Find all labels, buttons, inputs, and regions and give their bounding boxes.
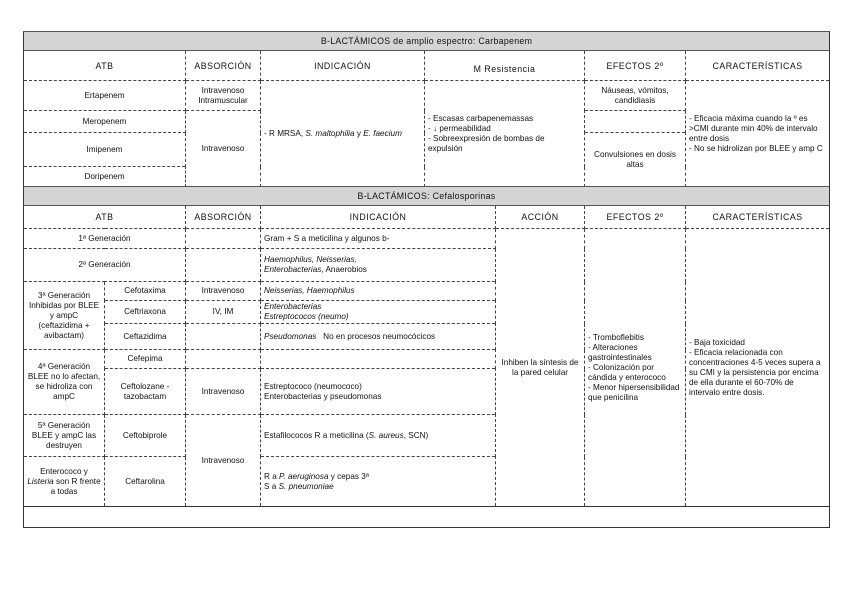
cefepima-indicacion [261,350,496,369]
efecto-item: - Alteraciones gastrointestinales [588,342,652,362]
gen1-indicacion: Gram + S a meticilina y algunos b- [261,229,496,249]
ceftazidima-indicacion [261,324,496,350]
drug-ceftarolina: Ceftarolina [105,457,186,507]
efecto-item: - Menor hipersensibilidad que penicilina [588,382,680,402]
gen2-anaerobios: , Anaerobios [321,265,367,274]
indicacion-text: - R MRSA, [264,128,306,138]
resistencia-item: - ↓ permeabilidad [428,123,491,133]
ceftarolina-text: R a [264,471,280,481]
gen4-label: 4ª Generación BLEE no lo afectan, se hidroliza con ampC [24,350,105,415]
ceftobiprole-indicacion [261,415,496,457]
drug-ertapenem: Ertapenem [24,81,186,111]
carbapenem-indicacion [261,81,425,187]
caracteristica-item: - Eficacia relacionada con concentraciones 4-5 veces supera a su CMI y la persistencia por encima de ella durante el 60-70% de intervalo entre dosis. [689,347,821,397]
resistencia-item: - Escasas carbapenemassas [428,113,534,123]
ceftarolina-indicacion [261,457,496,507]
ceftolozane-estreptococo: Estreptococo (neumococo) [264,381,362,391]
header-indicacion: INDICACIÓN [261,51,425,81]
efectos-empty [585,111,686,133]
ceftobiprole-organism: S. aureus [368,430,404,440]
listeria-text: Listeria [27,476,54,486]
header-absorcion: ABSORCIÓN [186,51,261,81]
gen2-indicacion [261,249,496,282]
gen1-label: 1ª Generación [24,229,186,249]
ceftarolina-text-2: S a [264,481,279,491]
drug-doripenem: Doripenem [24,167,186,187]
efectos-nauseas: Náuseas, vómitos, candidiasis [585,81,686,111]
carbapenem-resistencia [425,81,585,187]
header-efectos: EFECTOS 2º [585,206,686,229]
cefa-accion: Inhiben la síntesis de la pared celular [496,229,585,507]
enterococo-note [24,457,105,507]
efectos-convulsiones: Convulsiones en dosis altas [585,133,686,187]
gen2-enterobacterias: Enterobacterias [264,265,322,274]
ceftolozane-indicacion [261,369,496,415]
header-absorcion: ABSORCIÓN [186,206,261,229]
header-atb: ATB [24,206,186,229]
ceftazidima-note: No en procesos neumocócicos [323,331,436,341]
cefotaxima-indicacion [261,282,496,301]
ceftazidima-absorcion [186,324,261,350]
indicacion-organism-2: E. faecium [363,128,402,138]
drug-ceftazidima: Ceftazidima [105,324,186,350]
ceftriaxona-absorcion: IV, IM [186,301,261,324]
ceftolozane-enterobacterias: Enterobacterias y pseudomonas [264,391,382,401]
cefa-caracteristicas [686,229,830,507]
ceftriaxona-enterobacterias: Enterobacterias [264,302,322,311]
ceftriaxona-estreptococos: Estreptococos (neumo) [264,312,349,321]
drug-cefotaxima: Cefotaxima [105,282,186,301]
drug-meropenem: Meropenem [24,111,186,133]
gen2-organisms: Haemophilus, Neisserias, [264,255,357,264]
efecto-item: - Colonización por cándida y enterococo [588,362,666,382]
gen2-absorcion [186,249,261,282]
ceftarolina-text-mid: y cepas 3ª [328,471,369,481]
header-efectos: EFECTOS 2º [585,51,686,81]
ceftobiprole-text: Estafilococos R a meticilina ( [264,430,369,440]
cefotaxima-absorcion: Intravenoso [186,282,261,301]
header-caracteristicas: CARACTERÍSTICAS [686,51,830,81]
absorcion-intravenoso: Intravenoso [186,111,261,187]
header-resistencia: M Resistencia [425,51,585,81]
header-indicacion: INDICACIÓN [261,206,496,229]
gen5-label: 5ª Generación BLEE y ampC las destruyen [24,415,105,457]
ceftobiprole-text-end: , SCN) [403,430,429,440]
indicacion-organism-1: S. maltophilia [305,128,355,138]
drug-cefepima: Cefepima [105,350,186,369]
gen3-label: 3ª Generación Inhibidas por BLEE y ampC (ceftazidima + avibactam) [24,282,105,350]
cefalosporinas-title: B-LACTÁMICOS: Cefalosporinas [24,187,830,206]
cefepima-absorcion [186,350,261,369]
header-caracteristicas: CARACTERÍSTICAS [686,206,830,229]
caracteristica-item: - No se hidrolizan por BLEE y amp C [689,143,823,153]
drug-ceftriaxona: Ceftriaxona [105,301,186,324]
gen2-label: 2ª Generación [24,249,186,282]
cefalosporinas-table [23,186,830,528]
resistencia-item: - Sobreexpresión de bombas de expulsión [428,133,545,153]
carbapenem-table [23,31,830,187]
cefotaxima-organisms: Neisserias, Haemophilus [264,286,355,295]
absorcion-ertapenem [186,81,261,111]
efecto-item: - Tromboflebitis [588,332,644,342]
blank-row [24,507,830,528]
ceftarolina-organism-1: P. aeruginosa [279,471,329,481]
caracteristica-item: - Eficacia máxima cuando la º es >CMI durante min 40% de intervalo entre dosis [689,113,818,143]
drug-ceftobiprole: Ceftobiprole [105,415,186,457]
antibiotics-document [23,31,829,528]
enterococo-text-end: son R frente a todas [50,476,101,496]
carbapenem-caracteristicas [686,81,830,187]
ceftriaxona-indicacion [261,301,496,324]
cefa-efectos [585,229,686,507]
drug-imipenem: Imipenem [24,133,186,167]
drug-ceftolozane: Ceftolozane - tazobactam [105,369,186,415]
carbapenem-title: B-LACTÁMICOS de amplio espectro: Carbapenem [24,32,830,51]
absorcion-ertapenem-im: Intramuscular [198,95,248,105]
gen5-absorcion: Intravenoso [186,415,261,507]
caracteristica-item: - Baja toxicidad [689,337,745,347]
header-atb: ATB [24,51,186,81]
indicacion-conj: y [354,128,364,138]
header-accion: ACCIÓN [496,206,585,229]
ceftolozane-absorcion: Intravenoso [186,369,261,415]
ceftarolina-organism-2: S. pneumoniae [278,481,334,491]
absorcion-ertapenem-iv: Intravenoso [201,85,245,95]
ceftazidima-pseudomonas: Pseudomonas [264,331,317,341]
enterococo-text: Enterococo y [40,466,88,476]
gen1-absorcion [186,229,261,249]
